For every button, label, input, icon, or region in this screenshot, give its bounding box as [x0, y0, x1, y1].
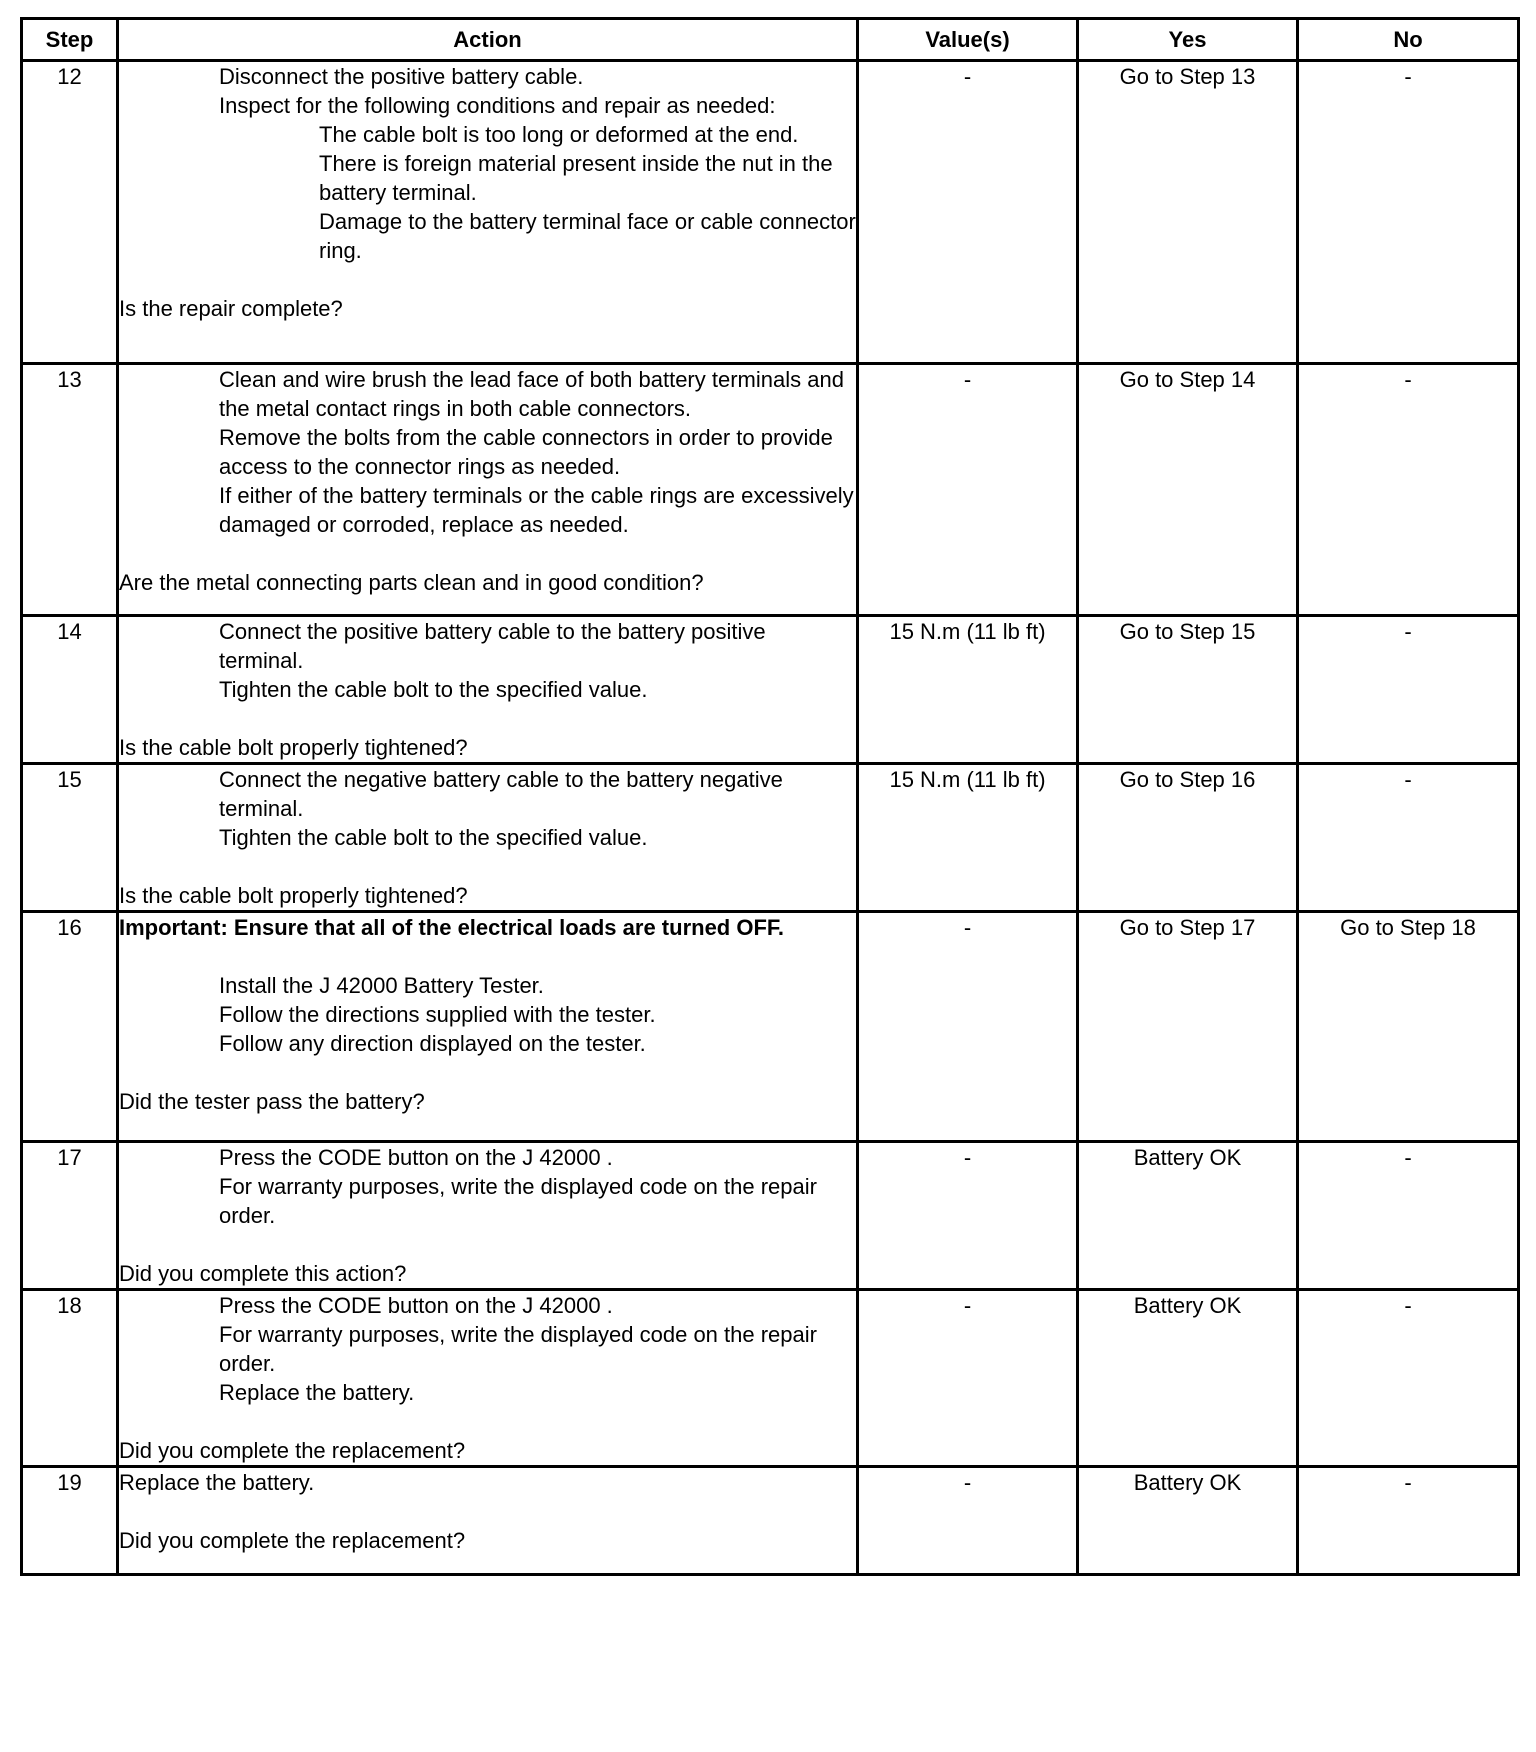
no-cell: -	[1298, 616, 1519, 764]
no-cell: -	[1298, 1290, 1519, 1467]
no-cell: -	[1298, 61, 1519, 364]
value-cell: -	[858, 1467, 1078, 1575]
action-cell	[118, 1142, 858, 1290]
table-row	[22, 61, 1519, 364]
diagnostic-table	[20, 17, 1520, 1576]
action-cell	[118, 1467, 858, 1575]
header-row	[22, 19, 1519, 61]
table-row	[22, 364, 1519, 616]
action-item: Clean and wire brush the lead face of both battery terminals and the metal contact rings in both cable connectors.	[219, 367, 844, 421]
action-item: Inspect for the following conditions and repair as needed:	[219, 93, 776, 118]
no-cell: -	[1298, 764, 1519, 912]
no-cell: -	[1298, 1467, 1519, 1575]
no-cell: Go to Step 18	[1298, 912, 1519, 1142]
step-number: 17	[22, 1142, 118, 1290]
value-cell: 15 N.m (11 lb ft)	[858, 764, 1078, 912]
yes-cell: Go to Step 17	[1078, 912, 1298, 1142]
action-item: Replace the battery.	[119, 1470, 315, 1495]
table-row	[22, 1290, 1519, 1467]
action-item: Tighten the cable bolt to the specified value.	[219, 825, 648, 850]
step-number: 12	[22, 61, 118, 364]
action-item: Tighten the cable bolt to the specified value.	[219, 677, 648, 702]
action-item: Connect the negative battery cable to the battery negative terminal.	[219, 767, 783, 821]
header-action: Action	[118, 19, 858, 61]
action-item: For warranty purposes, write the displayed code on the repair order.	[219, 1322, 817, 1376]
step-number: 16	[22, 912, 118, 1142]
action-question: Is the cable bolt properly tightened?	[119, 883, 468, 908]
no-cell: -	[1298, 1142, 1519, 1290]
table-row	[22, 1142, 1519, 1290]
header-step: Step	[22, 19, 118, 61]
value-cell: -	[858, 61, 1078, 364]
action-item: Press the CODE button on the J 42000 .	[219, 1293, 613, 1318]
step-number: 15	[22, 764, 118, 912]
action-question: Did you complete the replacement?	[119, 1528, 466, 1553]
step-number: 18	[22, 1290, 118, 1467]
action-cell	[118, 912, 858, 1142]
no-cell: -	[1298, 364, 1519, 616]
yes-cell: Battery OK	[1078, 1142, 1298, 1290]
table-row	[22, 764, 1519, 912]
value-cell: -	[858, 364, 1078, 616]
action-question: Did the tester pass the battery?	[119, 1089, 425, 1114]
action-cell	[118, 1290, 858, 1467]
table-row	[22, 616, 1519, 764]
action-item: Follow the directions supplied with the tester.	[219, 1002, 656, 1027]
action-subitem: There is foreign material present inside the nut in the battery terminal.	[319, 151, 833, 205]
action-cell	[118, 616, 858, 764]
value-cell: -	[858, 1142, 1078, 1290]
action-item: Replace the battery.	[219, 1380, 415, 1405]
yes-cell: Go to Step 15	[1078, 616, 1298, 764]
header-yes: Yes	[1078, 19, 1298, 61]
action-cell	[118, 364, 858, 616]
yes-cell: Battery OK	[1078, 1467, 1298, 1575]
yes-cell: Go to Step 14	[1078, 364, 1298, 616]
header-values: Value(s)	[858, 19, 1078, 61]
action-question: Is the repair complete?	[119, 296, 343, 321]
step-number: 19	[22, 1467, 118, 1575]
action-question: Did you complete the replacement?	[119, 1438, 466, 1463]
action-subitem: Damage to the battery terminal face or cable connector ring.	[319, 209, 856, 263]
action-item: Remove the bolts from the cable connectors in order to provide access to the connector rings as needed.	[219, 425, 833, 479]
action-item: Install the J 42000 Battery Tester.	[219, 973, 544, 998]
header-no: No	[1298, 19, 1519, 61]
action-item: For warranty purposes, write the displayed code on the repair order.	[219, 1174, 817, 1228]
action-item: Follow any direction displayed on the tester.	[219, 1031, 646, 1056]
yes-cell: Go to Step 16	[1078, 764, 1298, 912]
action-item: Press the CODE button on the J 42000 .	[219, 1145, 613, 1170]
action-question: Did you complete this action?	[119, 1261, 407, 1286]
value-cell: -	[858, 1290, 1078, 1467]
value-cell: 15 N.m (11 lb ft)	[858, 616, 1078, 764]
action-item: Disconnect the positive battery cable.	[219, 64, 584, 89]
action-item: Connect the positive battery cable to the battery positive terminal.	[219, 619, 766, 673]
yes-cell: Go to Step 13	[1078, 61, 1298, 364]
step-number: 14	[22, 616, 118, 764]
table-row	[22, 912, 1519, 1142]
action-cell	[118, 61, 858, 364]
value-cell: -	[858, 912, 1078, 1142]
important-note: Important: Ensure that all of the electrical loads are turned OFF.	[119, 915, 785, 940]
action-question: Are the metal connecting parts clean and in good condition?	[119, 570, 704, 595]
yes-cell: Battery OK	[1078, 1290, 1298, 1467]
action-item: If either of the battery terminals or the cable rings are excessively damaged or corroded, replace as needed.	[219, 483, 854, 537]
step-number: 13	[22, 364, 118, 616]
action-question: Is the cable bolt properly tightened?	[119, 735, 468, 760]
action-subitem: The cable bolt is too long or deformed at the end.	[319, 122, 799, 147]
table-row	[22, 1467, 1519, 1575]
action-cell	[118, 764, 858, 912]
